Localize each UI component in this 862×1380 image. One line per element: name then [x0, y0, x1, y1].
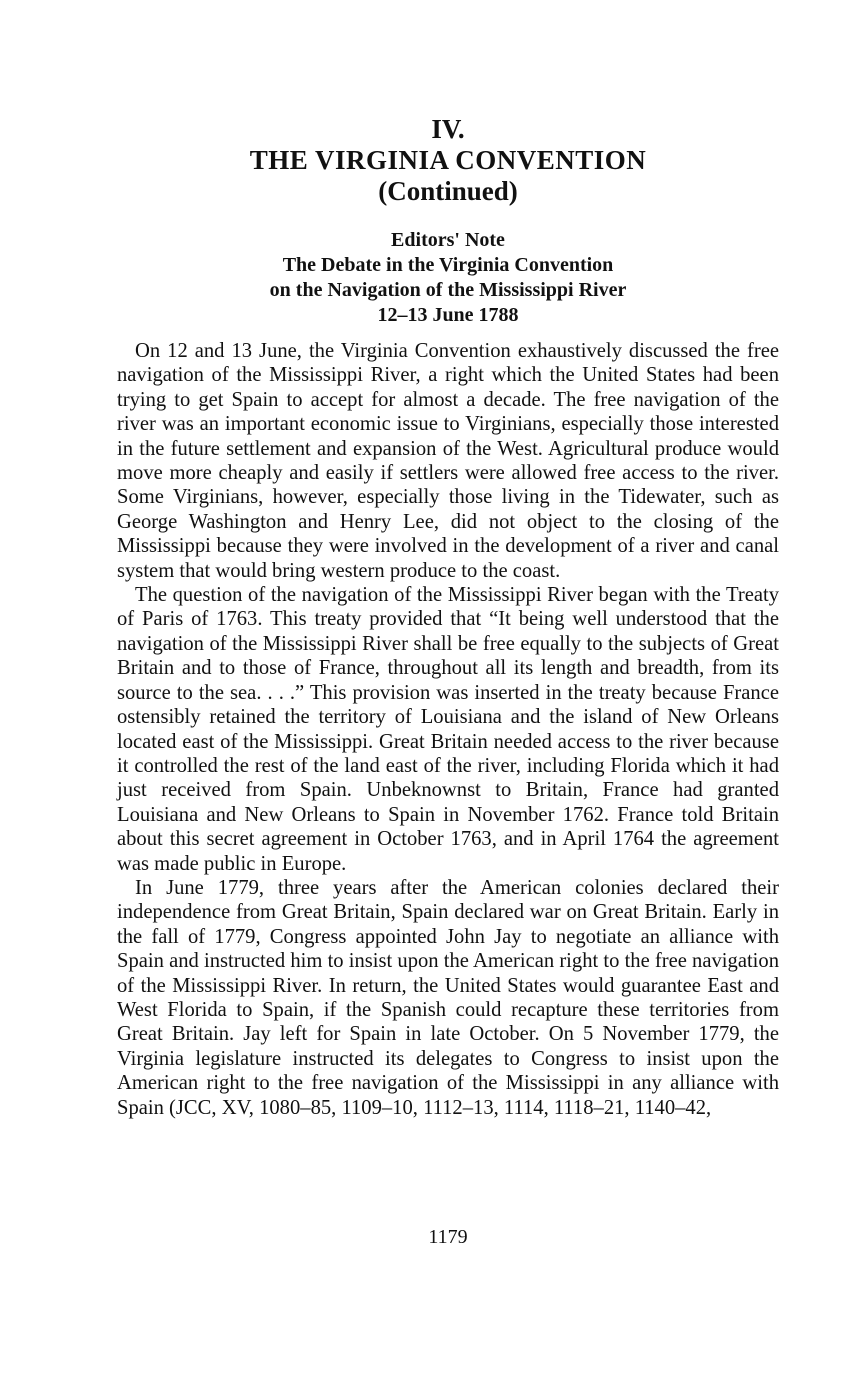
body-text [117, 339, 779, 1120]
paragraph: In June 1779, three years after the American colonies declared their independence from Great Britain, Spain declared war on Great Britain. Early in the fall of 1779, Congress appointed John Jay to negotiate an alliance with Spain and instructed him to insist upon the American right to the free navigation of the Mississippi River. In return, the United States would guarantee East and West Florida to Spain, if the Spanish could recapture these territories from Great Britain. Jay left for Spain in late October. On 5 November 1779, the Virginia legislature instructed its delegates to Congress to insist upon the American right to the free navigation of the Mississippi in any alliance with Spain (JCC, XV, 1080–85, 1109–10, 1112–13, 1114, 1118–21, 1140–42, [117, 876, 779, 1119]
editors-note-title-line2: on the Navigation of the Mississippi River [269, 279, 627, 301]
page-number: 1179 [428, 1226, 468, 1248]
editors-note-title-line1: The Debate in the Virginia Convention [282, 254, 614, 276]
paragraph: On 12 and 13 June, the Virginia Convention exhaustively discussed the free navigation of the Mississippi River, a right which the United States had been trying to get Spain to accept for almost a decade. The free navigation of the river was an important economic issue to Virginians, especially those interested in the future settlement and expansion of the West. Agricultural produce would move more cheaply and easily if settlers were allowed free access to the river. Some Virginians, however, especially those living in the Tidewater, such as George Washington and Henry Lee, did not object to the closing of the Mississippi because they were involved in the development of a river and canal system that would bring western produce to the coast. [117, 340, 779, 582]
editors-note-label: Editors' Note [391, 229, 505, 251]
editors-note-date: 12–13 June 1788 [377, 304, 519, 326]
editors-note-heading [117, 228, 779, 328]
chapter-subtitle: (Continued) [378, 176, 518, 206]
chapter-title: THE VIRGINIA CONVENTION [249, 145, 647, 175]
paragraph: The question of the navigation of the Mississippi River began with the Treaty of Paris of 1763. This treaty provided that “It being well understood that the navigation of the Mississippi River shall be free equally to the subjects of Great Britain and to those of France, throughout all its length and breadth, from its source to the sea. . . .” This provision was inserted in the treaty because France ostensibly retained the territory of Louisiana and the island of New Orleans located east of the Mississippi. Great Britain needed access to the river because it controlled the rest of the land east of the river, including Florida which it had just received from Spain. Unbeknownst to Britain, France had granted Louisiana and New Orleans to Spain in November 1762. France told Britain about this secret agreement in October 1763, and in April 1764 the agreement was made public in Europe. [117, 584, 779, 875]
chapter-number: IV. [431, 114, 465, 144]
